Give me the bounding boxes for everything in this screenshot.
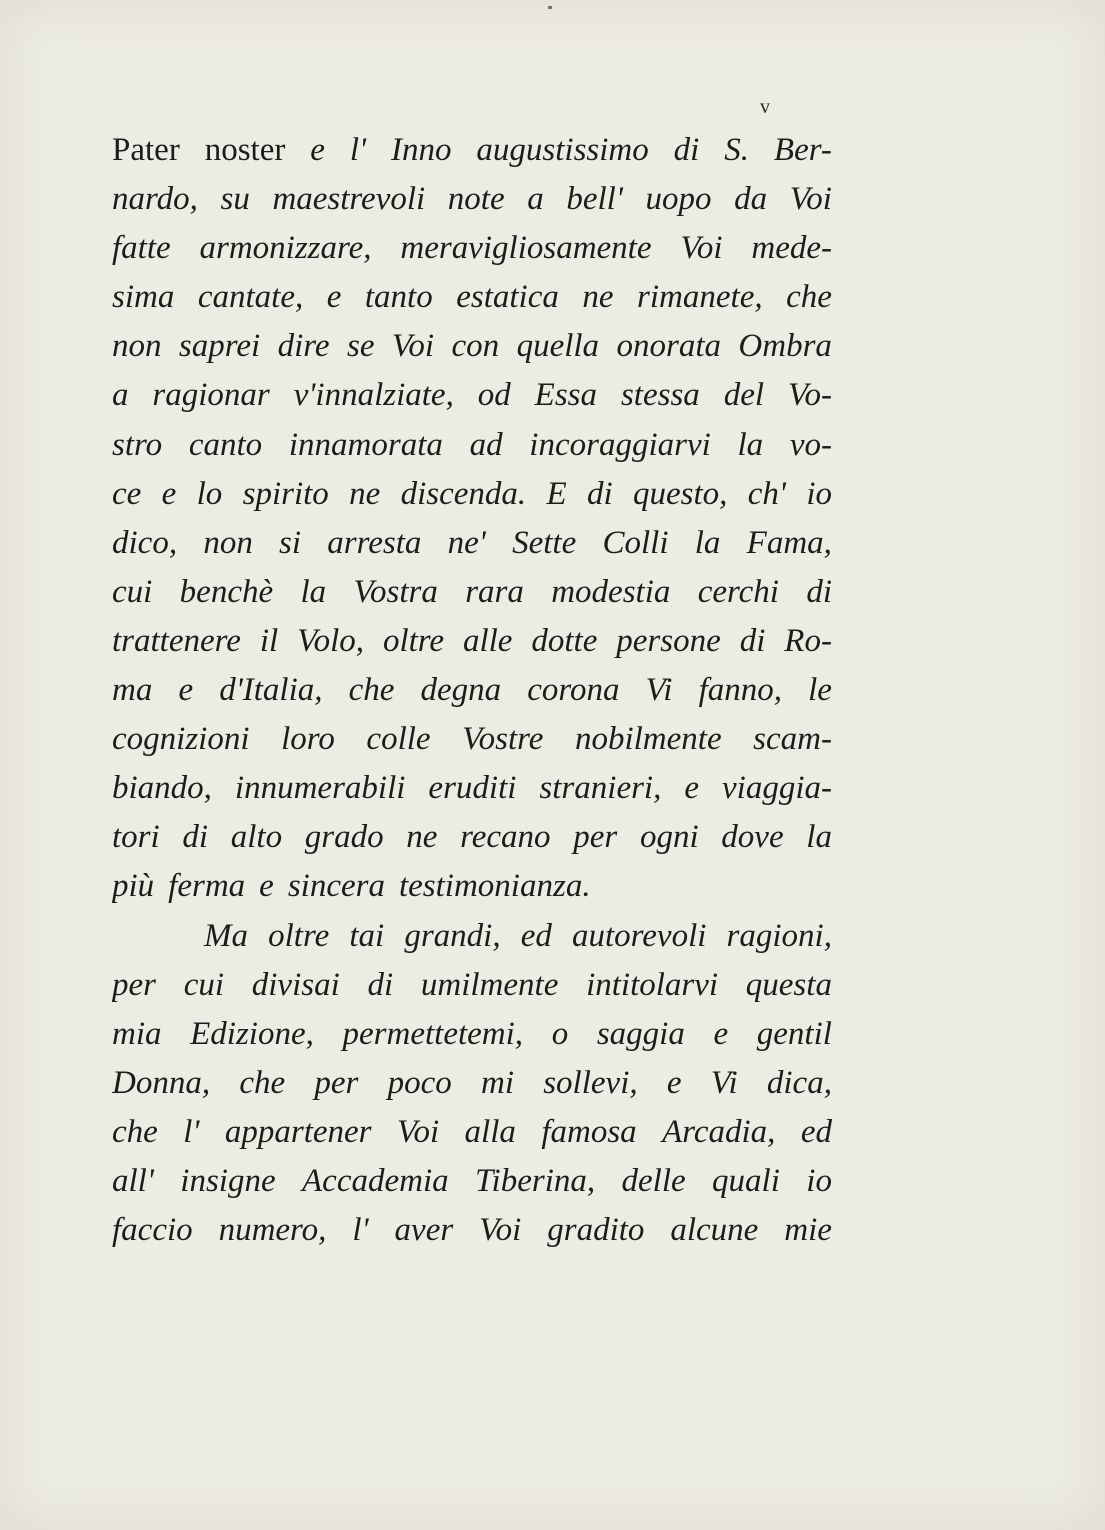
word: alcune [670, 1212, 759, 1249]
word: e [666, 1064, 682, 1101]
word: che [786, 279, 832, 316]
text-line [112, 1016, 832, 1065]
word: ragionar [152, 377, 270, 414]
text-line [112, 427, 832, 476]
word: delle [621, 1162, 686, 1199]
word: Vostra [353, 573, 438, 610]
word: a [112, 377, 129, 414]
word: mia [112, 1015, 162, 1052]
word: a [527, 181, 544, 218]
word: cerchi [697, 573, 779, 610]
word: Tiberina, [475, 1162, 596, 1199]
word: e [178, 672, 194, 709]
word: la [806, 819, 832, 856]
word: Ombra [738, 328, 832, 365]
text-line [112, 377, 832, 426]
word: meravigliosamente [400, 230, 652, 267]
word: che [348, 672, 395, 709]
word: all' [112, 1162, 154, 1199]
word: Vostre [462, 721, 544, 758]
text-line [112, 672, 832, 721]
word: incoraggiarvi [529, 426, 711, 463]
word: io [806, 1162, 832, 1199]
word: armonizzare, [199, 230, 372, 267]
word: aver [394, 1212, 454, 1249]
word: e [326, 279, 342, 316]
word: di [182, 819, 209, 856]
word: numero, [218, 1212, 327, 1249]
word: degna [420, 672, 502, 709]
word: Ber- [773, 132, 832, 168]
word: note [447, 181, 505, 218]
word: stessa [620, 377, 700, 414]
word: ferma [168, 868, 246, 905]
word: quella [516, 328, 600, 365]
word: e [161, 475, 177, 512]
text-line [112, 770, 832, 819]
word: arresta [327, 524, 422, 561]
word: le [808, 672, 832, 709]
word: dire [277, 328, 330, 365]
body-text [112, 132, 832, 1261]
word: spirito [242, 475, 329, 512]
word: benchè [179, 573, 274, 610]
word: quali [712, 1162, 780, 1199]
word: viaggia- [722, 770, 832, 807]
word: Voi [789, 181, 832, 218]
word: eruditi [428, 770, 517, 807]
word: trattenere [112, 622, 241, 659]
word: innumerabili [234, 770, 406, 807]
word: se [346, 328, 375, 365]
word: ne [582, 279, 614, 316]
word: gradito [547, 1212, 645, 1249]
word: poco [387, 1064, 452, 1101]
word: tori [112, 819, 160, 856]
word: E [546, 475, 567, 512]
word: la [737, 426, 764, 463]
word: tai [349, 917, 385, 954]
word: dove [721, 819, 784, 856]
text-line [112, 1163, 832, 1212]
word: Vo- [787, 377, 832, 414]
word: ce [112, 475, 142, 512]
word: la [300, 573, 327, 610]
word: loro [281, 721, 335, 758]
word: Accademia [302, 1162, 449, 1199]
word: alla [464, 1113, 516, 1150]
word: onorata [616, 328, 721, 365]
word: e [713, 1015, 729, 1052]
word: saggia [596, 1015, 685, 1052]
text-line [112, 574, 832, 623]
word: Vi [645, 672, 673, 709]
word: scam- [753, 721, 832, 758]
word: testimonianza. [398, 868, 591, 905]
word: ad [469, 426, 503, 463]
word: stro [112, 426, 163, 463]
text-line [112, 967, 832, 1016]
word: tanto [364, 279, 433, 316]
word: modestia [551, 573, 671, 610]
text-line [112, 1212, 832, 1261]
word: ed [520, 917, 552, 954]
word: cantate, [197, 279, 304, 316]
word: corona [527, 672, 620, 709]
text-line [112, 1114, 832, 1163]
word: mie [784, 1212, 832, 1249]
word: intitolarvi [586, 966, 719, 1003]
word: saprei [178, 328, 261, 365]
word: stranieri, [539, 770, 662, 807]
word: ch' [747, 475, 786, 512]
word: la [694, 524, 721, 561]
word: bell' [566, 181, 623, 218]
word: canto [188, 426, 263, 463]
text-line [112, 279, 832, 328]
text-line [112, 1065, 832, 1114]
word: l' [183, 1113, 200, 1150]
word: ed [800, 1113, 832, 1150]
word: nardo, [112, 181, 198, 218]
word: recano [460, 819, 551, 856]
word: che [112, 1113, 158, 1150]
paragraph-start-line [112, 918, 832, 967]
text-line [112, 132, 832, 181]
word: innamorata [288, 426, 443, 463]
word: Pater [112, 132, 180, 168]
word: Edizione, [190, 1015, 314, 1052]
word: S. [724, 132, 749, 168]
word: cognizioni [112, 721, 250, 758]
word: mi [480, 1064, 514, 1101]
word: su [220, 181, 250, 218]
word: ne' [447, 524, 486, 561]
word: cui [183, 966, 225, 1003]
word: di [673, 132, 700, 168]
word: e [310, 132, 325, 168]
paragraph-end-line [112, 868, 832, 917]
word: Volo, [297, 622, 365, 659]
word: dotte [531, 622, 598, 659]
word: noster [204, 132, 286, 168]
text-line [112, 476, 832, 525]
word: per [112, 966, 156, 1003]
word: di [367, 966, 394, 1003]
word: v'innalziate, [293, 377, 454, 414]
word: d'Italia, [219, 672, 323, 709]
text-line [112, 328, 832, 377]
word: oltre [382, 622, 445, 659]
word: questo, [633, 475, 728, 512]
word: Voi [479, 1212, 522, 1249]
word: biando, [112, 770, 212, 807]
text-line [112, 623, 832, 672]
word: si [279, 524, 302, 561]
word: umilmente [420, 966, 559, 1003]
word: cui [112, 573, 153, 610]
word: l' [352, 1212, 369, 1249]
word: e [259, 868, 274, 905]
word: fanno, [698, 672, 782, 709]
word: appartener [224, 1113, 372, 1150]
word: per [314, 1064, 359, 1101]
word: e [684, 770, 700, 807]
word: oltre [268, 917, 330, 954]
word: estatica [456, 279, 559, 316]
word: insigne [180, 1162, 276, 1199]
word: Voi [680, 230, 723, 267]
word: Ma [204, 917, 248, 954]
word: persone [616, 622, 721, 659]
word: l' [349, 132, 367, 168]
word: alto [230, 819, 283, 856]
word: grado [304, 819, 384, 856]
word: Inno [390, 132, 452, 168]
word: Colli [602, 524, 669, 561]
word: rara [465, 573, 524, 610]
word: ne [349, 475, 381, 512]
word: sima [112, 279, 175, 316]
word: vo- [789, 426, 832, 463]
word: ogni [639, 819, 699, 856]
text-line [112, 819, 832, 868]
word: con [451, 328, 500, 365]
word: augustissimo [476, 132, 649, 168]
word: autorevoli [572, 917, 707, 954]
word: nobilmente [574, 721, 722, 758]
word: sincera [287, 868, 385, 905]
word: del [723, 377, 765, 414]
text-line [112, 525, 832, 574]
word: che [239, 1064, 286, 1101]
text-line [112, 721, 832, 770]
word: questa [745, 966, 832, 1003]
word: permettetemi, [342, 1015, 524, 1052]
word: fatte [112, 230, 171, 267]
word: Vi [710, 1064, 738, 1101]
word: alle [462, 622, 513, 659]
word: Donna, [112, 1064, 211, 1101]
word: non [203, 524, 253, 561]
word: mede- [751, 230, 832, 267]
word: da [734, 181, 768, 218]
word: io [806, 475, 832, 512]
text-line [112, 230, 832, 279]
word: gentil [756, 1015, 832, 1052]
word: sollevi, [543, 1064, 638, 1101]
word: Voi [391, 328, 435, 365]
word: Voi [396, 1113, 440, 1150]
word: maestrevoli [272, 181, 426, 218]
word: ragioni, [726, 917, 832, 954]
word: Arcadia, [662, 1113, 776, 1150]
text-line [112, 181, 832, 230]
word: di [806, 573, 832, 610]
word: o [551, 1015, 569, 1052]
word: ma [112, 672, 153, 709]
word: Ro- [784, 622, 832, 659]
word: faccio [112, 1212, 193, 1249]
word: di [739, 622, 766, 659]
word: discenda. [400, 475, 527, 512]
word: Fama, [746, 524, 832, 561]
word: Essa [534, 377, 598, 414]
word: il [259, 622, 279, 659]
word: colle [366, 721, 431, 758]
page-number: v [760, 96, 771, 118]
word: rimanete, [637, 279, 763, 316]
word: ne [406, 819, 438, 856]
word: uopo [645, 181, 712, 218]
word: grandi, [404, 917, 501, 954]
word: più [112, 868, 155, 905]
word: di [587, 475, 613, 512]
word: Sette [512, 524, 577, 561]
word: lo [196, 475, 223, 512]
word: famosa [541, 1113, 637, 1150]
ink-speck [548, 6, 552, 9]
word: dico, [112, 524, 178, 561]
word: divisai [251, 966, 340, 1003]
word: dica, [766, 1064, 832, 1101]
word: od [477, 377, 511, 414]
word: per [573, 819, 618, 856]
word: non [112, 328, 162, 365]
